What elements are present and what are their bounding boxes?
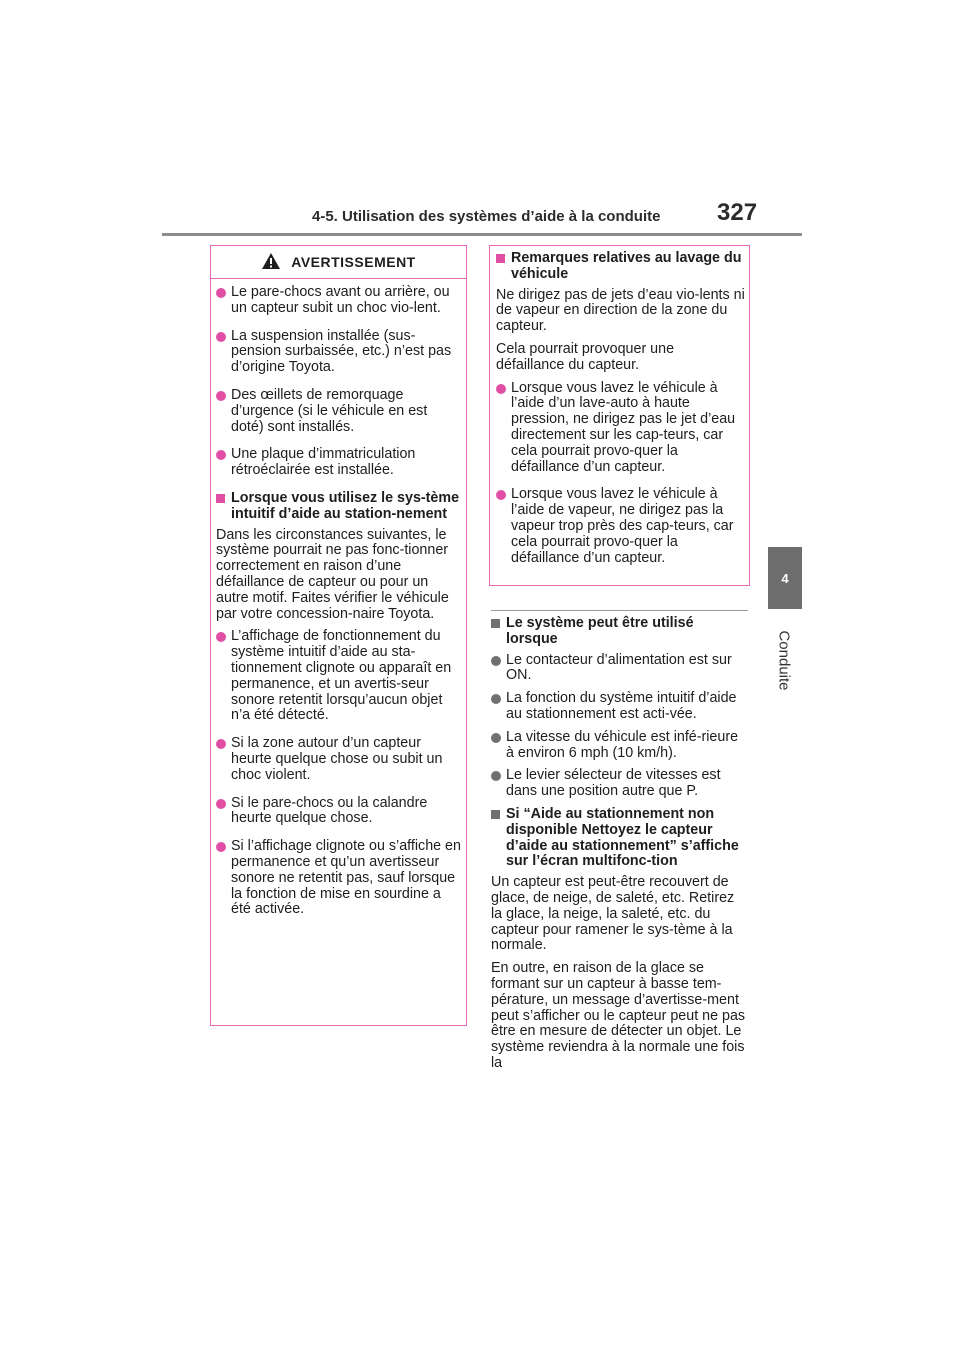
condition-bullet: La fonction du système intuitif d’aide au stationnement est acti-vée. [491,691,748,723]
wash-paragraph: Cela pourrait provoquer une défaillance du capteur. [496,340,675,373]
availability-heading: Le système peut être utilisé lorsque [491,616,748,648]
bullet-dot-icon [491,656,501,666]
message-heading: Si “Aide au stationnement non disponible Nettoyez le capteur d’aide au stationnement” s’affiche sur l’écran multifonc-tion [491,807,748,870]
condition-bullet: La vitesse du véhicule est infé-rieure à environ 6 mph (10 km/h). [491,730,748,762]
bullet-dot-icon [496,384,506,394]
warning-bullet: Si le pare-chocs ou la calandre heurte quelque chose. [216,796,462,828]
condition-bullet: Le contacteur d’alimentation est sur ON. [491,653,748,685]
warning-bullet: Une plaque d’immatriculation rétroéclairée est installée. [216,447,462,479]
warning-header [211,246,466,279]
chapter-number: 4 [781,570,789,586]
warning-triangle-icon [261,252,281,273]
section-divider [491,610,748,611]
warning-section-heading: Lorsque vous utilisez le sys-tème intuitif d’aide au station-nement [216,491,462,523]
chapter-tab [768,547,802,609]
square-bullet-icon [496,254,505,263]
bullet-dot-icon [216,288,226,298]
chapter-label-text: Conduite [775,629,793,691]
bullet-dot-icon [216,632,226,642]
bullet-dot-icon [216,332,226,342]
bullet-dot-icon [216,739,226,749]
wash-paragraph: Ne dirigez pas de jets d’eau vio-lents ni de vapeur en direction de la zone du capteur. [496,286,745,335]
section-title: 4-5. Utilisation des systèmes d’aide à la conduite [312,208,661,225]
warning-bullet: L’affichage de fonctionnement du système intuitif d’aide au sta-tionnement clignote ou apparaît en permanence, et un avertis-seur sonore retentit lorsqu’aucun objet n’a été détecté. [216,629,462,724]
warning-title: AVERTISSEMENT [291,254,416,270]
warning-box [210,245,467,1026]
warning-section-paragraph: Dans les circonstances suivantes, le système pourrait ne pas fonc-tionner correctement en raison d’une défaillance de capteur ou pour un autre motif. Faites vérifier le véhicule par votre concession-naire Toyota. [216,526,449,622]
square-bullet-icon [491,619,500,628]
condition-bullet: Le levier sélecteur de vitesses est dans une position autre que P. [491,768,748,800]
warning-bullet: Si l’affichage clignote ou s’affiche en permanence et qu’un avertisseur sonore ne retentit pas, sauf lorsque la fonction de mise en sourdine a été activée. [216,839,462,918]
warning-body [211,279,466,918]
chapter-label [762,618,806,702]
bullet-dot-icon [216,799,226,809]
warning-bullet: Le pare-chocs avant ou arrière, ou un capteur subit un choc vio-lent. [216,285,462,317]
warning-bullet: La suspension installée (sus-pension surbaissée, etc.) n’est pas d’origine Toyota. [216,329,462,376]
bullet-dot-icon [496,490,506,500]
bullet-dot-icon [216,391,226,401]
wash-bullet: Lorsque vous lavez le véhicule à l’aide d’un lave-auto à haute pression, ne dirigez pas le jet d’eau directement sur les cap-teurs, car cela pourrait provo-quer la défaillance d’un capteur. [496,381,745,476]
warning-bullet: Des œillets de remorquage d’urgence (si le véhicule en est doté) sont installés. [216,388,462,435]
wash-bullet: Lorsque vous lavez le véhicule à l’aide de vapeur, ne dirigez pas la vapeur trop près des cap-teurs, car cela pourrait provo-quer la défaillance d’un capteur. [496,487,745,566]
page-number: 327 [717,199,758,226]
bullet-dot-icon [216,450,226,460]
square-bullet-icon [491,810,500,819]
square-bullet-icon [216,494,225,503]
wash-heading: Remarques relatives au lavage du véhicule [496,251,745,283]
header-divider [162,233,802,236]
warning-bullet: Si la zone autour d’un capteur heurte quelque chose ou subit un choc violent. [216,736,462,783]
bullet-dot-icon [491,694,501,704]
message-paragraph: Un capteur est peut-être recouvert de glace, de neige, de saleté, etc. Retirez la glace, la neige, la saleté, etc. du capteur pour ramener le sys-tème à la normale. [491,874,735,954]
bullet-dot-icon [491,771,501,781]
right-column-content [491,610,748,1079]
bullet-dot-icon [491,733,501,743]
wash-notice-box [489,245,750,586]
bullet-dot-icon [216,842,226,852]
message-paragraph: En outre, en raison de la glace se formant sur un capteur à basse tem-pérature, un message d’avertisse-ment peut s’afficher ou le capteur peut ne pas être en mesure de détecter un objet. Le système reviendra à la normale une fois la [491,960,746,1071]
